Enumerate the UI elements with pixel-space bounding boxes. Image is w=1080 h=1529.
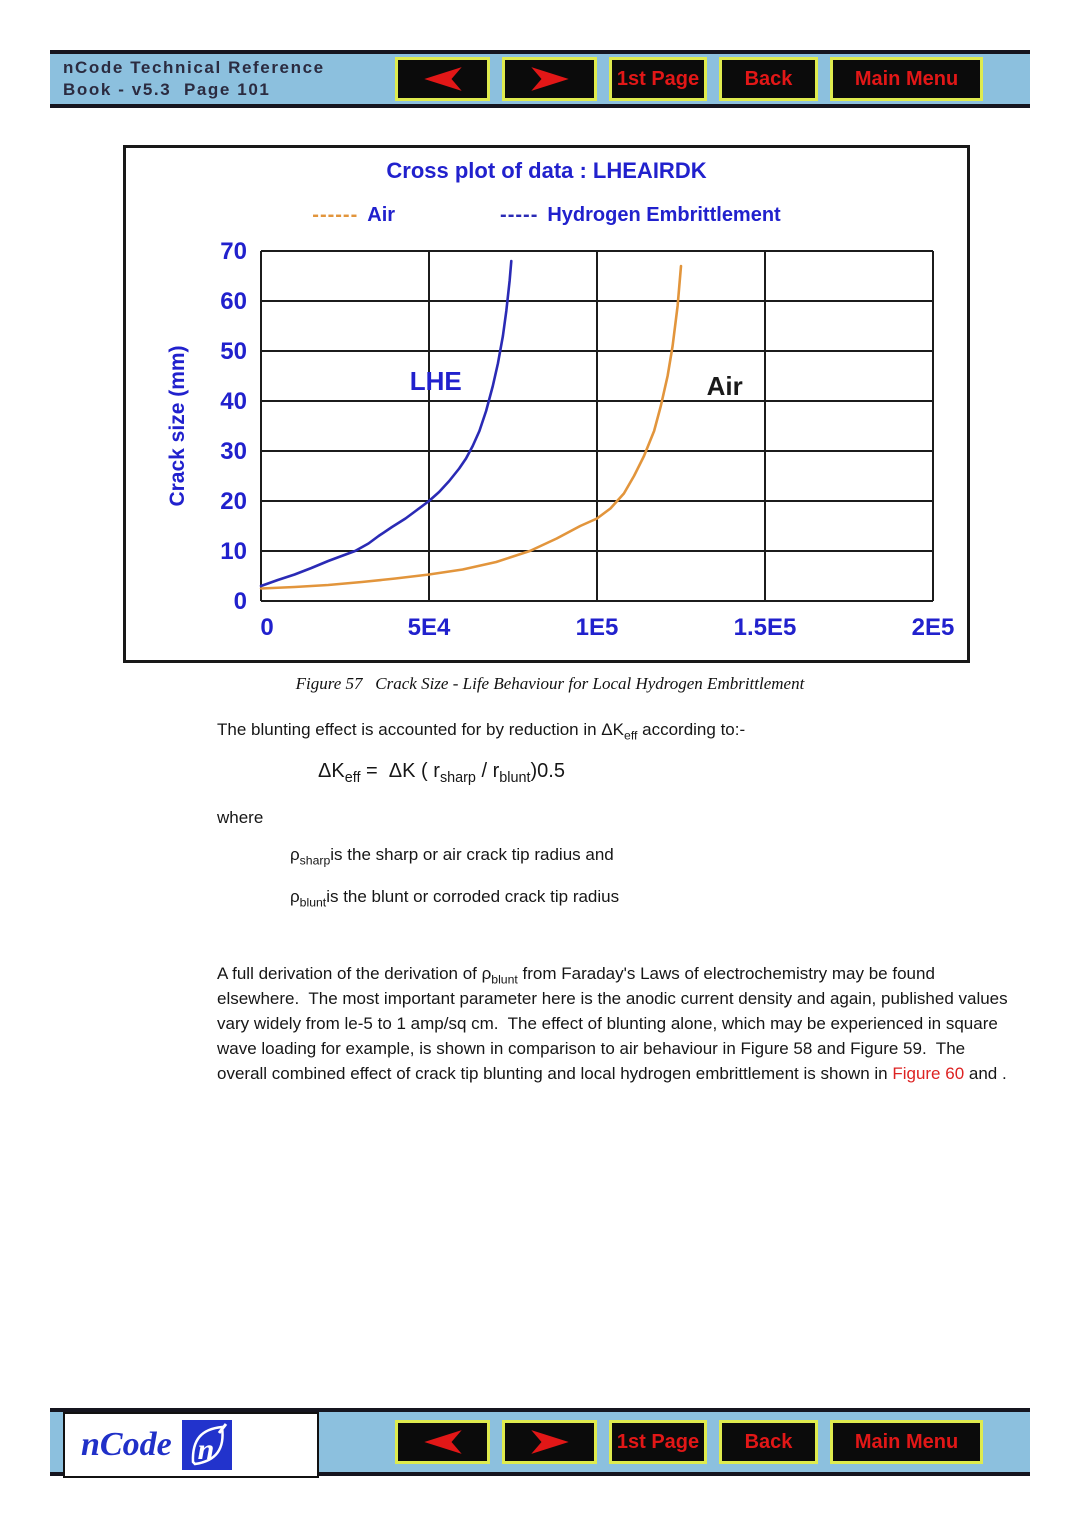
svg-text:0: 0 (260, 614, 274, 641)
crack-life-plot (126, 148, 967, 660)
ncode-logo-text: nCode (81, 1426, 172, 1463)
svg-text:LHE: LHE (409, 366, 462, 396)
left-arrow-icon (413, 1425, 473, 1459)
right-arrow-icon (520, 1425, 580, 1459)
svg-text:20: 20 (220, 488, 247, 515)
back-button-bottom[interactable]: Back (719, 1420, 818, 1464)
next-page-button[interactable] (502, 57, 597, 101)
top-navbar (50, 50, 1030, 108)
back-button[interactable]: Back (719, 57, 818, 101)
svg-text:Air: Air (706, 371, 743, 401)
main-menu-button[interactable]: Main Menu (830, 57, 983, 101)
rho-sharp-definition: $\rho_{sharp}is$ the sharp or air crack tip radius and (290, 845, 614, 868)
svg-text:70: 70 (220, 238, 247, 265)
main-menu-button-bottom[interactable]: Main Menu (830, 1420, 983, 1464)
svg-text:2E5: 2E5 (911, 614, 955, 641)
right-arrow-icon (520, 62, 580, 96)
top-nav-buttons (395, 57, 983, 101)
bottom-navbar (50, 1408, 1030, 1476)
left-arrow-icon (413, 62, 473, 96)
hydrogen-dash-swatch: ----- (500, 204, 539, 226)
svg-text:50: 50 (220, 338, 247, 365)
crack-life-chart (123, 145, 970, 663)
air-dash-swatch: ------ (312, 204, 359, 226)
delta-k-equation: $\Delta K_{eff} = \Delta K$ ( $r_{sharp} / r_{blunt})0.5$ (318, 760, 565, 786)
svg-text:1.5E5: 1.5E5 (733, 614, 797, 641)
page-title-line2: Book - v5.3 Page 101 (63, 80, 271, 99)
first-page-button[interactable]: 1st Page (609, 57, 707, 101)
svg-text:10: 10 (220, 538, 247, 565)
svg-text:n: n (197, 1433, 215, 1466)
where-label: where (217, 808, 264, 827)
svg-text:5E4: 5E4 (407, 614, 451, 641)
chart-title: Cross plot of data : LHEAIRDK (386, 158, 707, 183)
ncode-logo-mark-icon (182, 1420, 232, 1470)
figure-caption: Figure 57 Crack Size - Life Behaviour for Local Hydrogen Embrittlement (295, 674, 805, 693)
bottom-nav-buttons (395, 1420, 983, 1464)
svg-text:30: 30 (220, 438, 247, 465)
first-page-button-bottom[interactable]: 1st Page (609, 1420, 707, 1464)
prev-page-button[interactable] (395, 57, 490, 101)
rho-blunt-definition: $\rho_{blunt}is$ the blunt or corroded crack tip radius (290, 887, 620, 910)
svg-text:0: 0 (233, 588, 247, 615)
legend-air-label: Air (367, 204, 396, 226)
intro-text: The blunting effect is accounted for by reduction in $\Delta K_{eff}$ according to:- (217, 720, 746, 743)
ncode-logo (63, 1412, 319, 1478)
svg-text:40: 40 (220, 388, 247, 415)
page-title (63, 57, 325, 101)
next-page-button-bottom[interactable] (502, 1420, 597, 1464)
legend-hydrogen-label: Hydrogen Embrittlement (547, 204, 781, 226)
derivation-paragraph: A full derivation of the derivation of $\rho_{blunt}$ from Faraday's Laws of electrochemistry may be found elsewhere. The most important parameter here is the anodic current density and again, published values vary widely from le-5 to 1 amp/sq cm. The effect of blunting alone, which may be experienced in square wave loading for example, is shown in comparison to air behaviour in Figure 58 and Figure 59. The overall combined effect of crack tip blunting and local hydrogen embrittlement is shown in Figure 60 and . (217, 964, 1008, 1083)
svg-text:60: 60 (220, 288, 247, 315)
page-title-line1: nCode Technical Reference (63, 58, 325, 77)
svg-text:1E5: 1E5 (575, 614, 619, 641)
svg-text:Crack size (mm): Crack size (mm) (166, 345, 189, 507)
prev-page-button-bottom[interactable] (395, 1420, 490, 1464)
